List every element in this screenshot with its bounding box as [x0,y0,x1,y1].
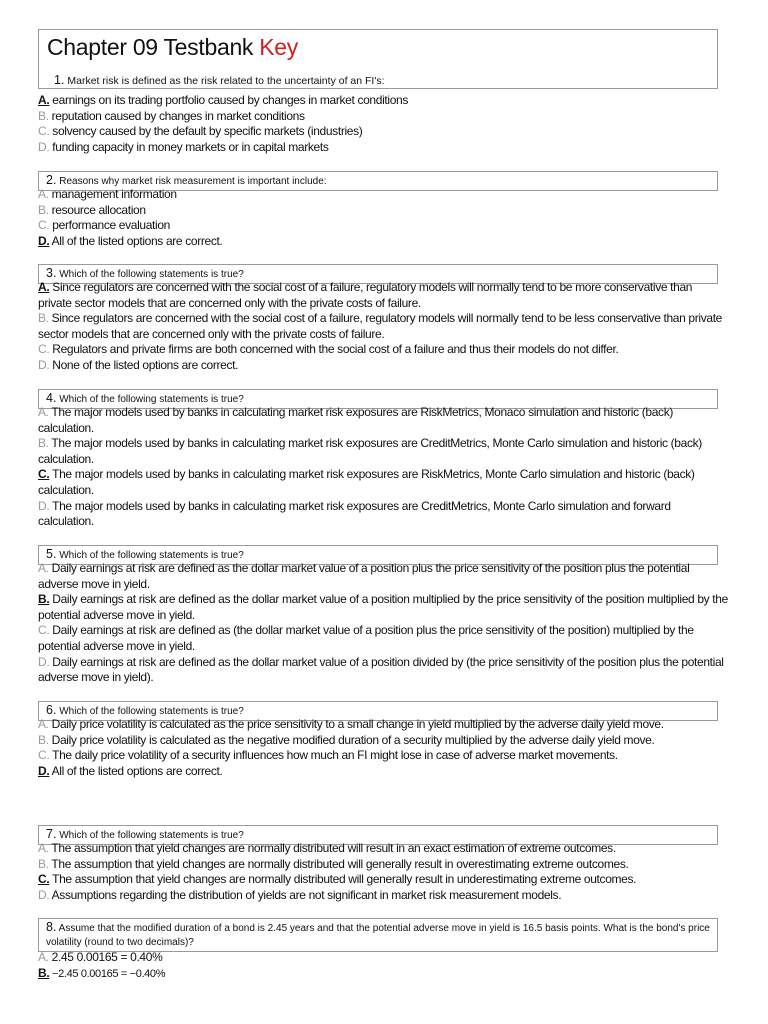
option-letter: B. [38,202,49,217]
question-text: Which of the following statements is true? [59,394,244,405]
option-d [38,140,728,156]
question-number: 5. [46,547,57,561]
option-c [38,872,728,888]
option-letter: C. [38,124,50,139]
option-letter: A. [38,93,50,107]
question-number: 1. [54,73,65,87]
option-text: resource allocation [51,202,146,217]
option-letter: B. [38,732,49,747]
option-a [38,93,728,109]
title-key: Key [259,34,298,60]
option-d [38,655,728,686]
option-text: The assumption that yield changes are normally distributed will generally result in overestimating extreme outcomes. [51,856,629,871]
question-text: Which of the following statements is true? [59,830,244,841]
option-letter: A. [38,950,49,964]
option-b [38,857,728,873]
option-text: management information [51,187,177,201]
option-text: The daily price volatility of a security influences how much an FI might lose in case of adverse market movements. [52,748,618,763]
option-letter: A. [38,561,49,575]
option-b [38,966,728,983]
option-letter: B. [38,592,50,607]
option-text: None of the listed options are correct. [52,357,239,372]
question-text: Reasons why market risk measurement is important include: [59,176,327,187]
option-letter: B. [38,856,49,871]
question-5-options [38,561,728,686]
option-letter: B. [38,108,49,123]
option-text: Since regulators are concerned with the social cost of a failure, regulatory models will normally tend to be less conservative than private sector models that are concerned only with the private costs of failure. [38,311,723,341]
option-text: Daily price volatility is calculated as the price sensitivity to a small change in yield multiplied by the adverse daily yield move. [51,717,664,731]
option-text: All of the listed options are correct. [51,763,223,778]
option-a [38,561,728,592]
option-text: The assumption that yield changes are normally distributed will result in an exact estimation of extreme outcomes. [51,841,616,855]
question-1-options [38,93,728,155]
option-letter: C. [38,623,50,638]
option-a [38,717,728,733]
option-text: Regulators and private firms are both concerned with the social cost of a failure and thus their models do not differ. [52,342,619,357]
option-text: Daily earnings at risk are defined as the dollar market value of a position plus the price sensitivity of the position plus the potential adverse move in yield. [38,561,690,591]
option-text: Assumptions regarding the distribution of yields are not significant in market risk measurement models. [51,887,562,902]
question-3-options [38,280,728,374]
title-text: Chapter 09 Testbank [47,34,254,60]
option-b [38,436,728,467]
question-8-options [38,950,728,982]
question-number: 8. [46,920,57,934]
option-b [38,109,728,125]
page-title [47,34,298,61]
question-number: 3. [46,266,57,280]
option-d [38,499,728,530]
option-text: The assumption that yield changes are normally distributed will generally result in underestimating extreme outcomes. [52,872,637,887]
question-6-options [38,717,728,779]
option-letter: D. [38,887,50,902]
question-number: 4. [46,391,57,405]
question-8-prompt [38,918,718,952]
option-text: Daily earnings at risk are defined as the dollar market value of a position divided by (the price sensitivity of the position plus the potential adverse move in yield). [38,654,724,685]
option-letter: D. [38,139,50,154]
option-a [38,841,728,857]
question-text: Which of the following statements is true? [59,706,244,717]
question-2-options [38,187,728,249]
option-text: The major models used by banks in calculating market risk exposures are RiskMetrics, Monte Carlo simulation and historic (back) calculation. [38,467,695,497]
option-b [38,733,728,749]
option-c [38,218,728,234]
option-c [38,623,728,654]
question-number: 6. [46,703,57,717]
option-letter: D. [38,498,50,513]
option-letter: D. [38,357,50,372]
option-letter: A. [38,405,49,419]
option-text: Daily earnings at risk are defined as the dollar market value of a position multiplied by the price sensitivity of the position multiplied by the potential adverse move in yield. [38,592,728,622]
option-text: performance evaluation [52,218,171,233]
option-letter: B. [38,436,49,451]
option-a [38,280,728,311]
option-letter: B. [38,965,50,980]
option-letter: A. [38,717,49,731]
option-text: The major models used by banks in calculating market risk exposures are CreditMetrics, Monte Carlo simulation and historic (back) calculation. [38,436,702,466]
question-7-options [38,841,728,903]
option-text: Daily earnings at risk are defined as (the dollar market value of a position plus the price sensitivity of the position) multiplied by the potential adverse move in yield. [38,623,694,653]
question-1-prompt [54,73,385,87]
option-text: The major models used by banks in calculating market risk exposures are CreditMetrics, Monte Carlo simulation and forward calculation. [38,498,671,529]
question-number: 7. [46,827,57,841]
option-letter: C. [38,872,50,887]
option-text: Daily price volatility is calculated as the negative modified duration of a security multiplied by the adverse daily yield move. [51,732,655,747]
option-text: All of the listed options are correct. [51,233,223,248]
option-c [38,124,728,140]
option-text: funding capacity in money markets or in capital markets [52,139,329,154]
option-text: Since regulators are concerned with the social cost of a failure, regulatory models will normally tend to be more conservative than private sector models that are concerned only with the private costs of failure. [38,280,693,310]
option-d [38,358,728,374]
option-text: −2.45 0.00165 = −0.40% [52,967,166,980]
question-number: 2. [46,173,57,187]
question-text: Assume that the modified duration of a bond is 2.45 years and that the potential adverse move in yield is 16.5 basis points. What is the bond's price volatility (round to two decimals)? [46,923,710,948]
option-a [38,405,728,436]
question-text: Which of the following statements is true? [59,550,244,561]
option-d [38,888,728,904]
option-letter: C. [38,342,50,357]
question-4-options [38,405,728,530]
option-a [38,187,728,203]
option-d [38,234,728,250]
option-text: reputation caused by changes in market conditions [51,108,305,123]
option-b [38,203,728,219]
option-letter: A. [38,841,49,855]
option-c [38,748,728,764]
option-text: 2.45 0.00165 = 0.40% [51,950,163,964]
option-letter: C. [38,748,50,763]
option-letter: C. [38,218,50,233]
header-box [38,29,718,89]
option-letter: D. [38,763,50,778]
option-letter: A. [38,280,50,294]
option-letter: C. [38,467,50,482]
option-a [38,950,728,966]
option-text: solvency caused by the default by specific markets (industries) [52,124,363,139]
option-text: earnings on its trading portfolio caused by changes in market conditions [52,93,408,107]
option-b [38,592,728,623]
option-text: The major models used by banks in calculating market risk exposures are RiskMetrics, Monaco simulation and historic (back) calculation. [38,405,673,435]
option-letter: D. [38,654,50,669]
question-text: Market risk is defined as the risk related to the uncertainty of an FI's: [67,75,385,87]
option-c [38,342,728,358]
option-c [38,467,728,498]
option-letter: A. [38,187,49,201]
option-letter: B. [38,311,49,326]
question-text: Which of the following statements is true? [59,269,244,280]
option-d [38,764,728,780]
option-b [38,311,728,342]
option-letter: D. [38,233,50,248]
